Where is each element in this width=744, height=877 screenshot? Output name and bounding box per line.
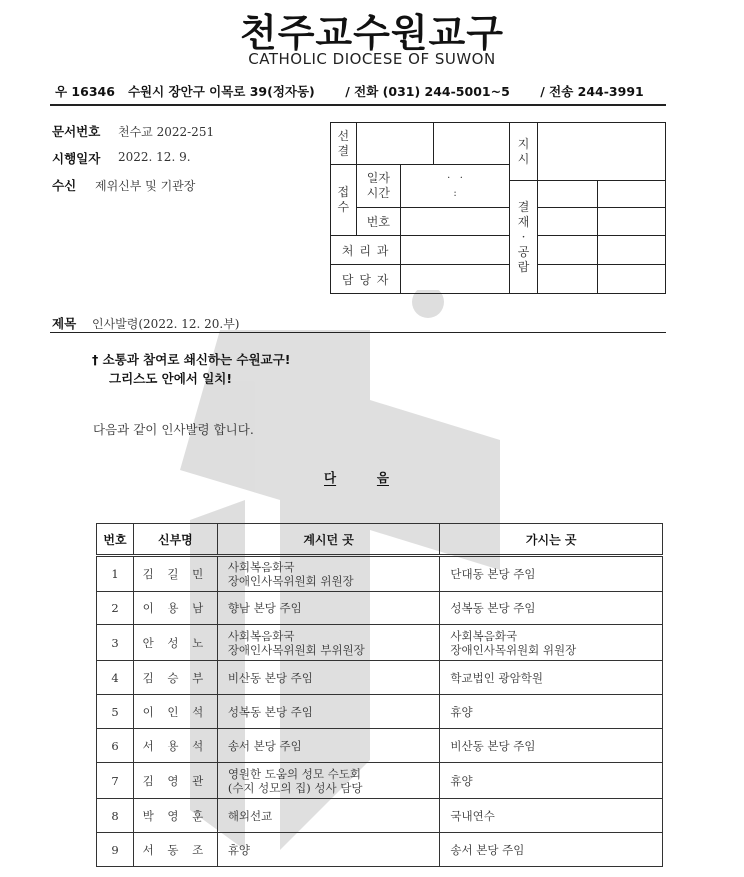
header-name: 신부명 [133,524,217,556]
cell-to [440,556,663,592]
cell-to-line-1: 국내연수 [450,808,495,823]
cell-to [440,695,663,729]
cell-name-line-1: 김 영 관 [142,773,209,788]
cell-from [217,556,440,592]
cell-name [133,592,217,625]
personnel-table [96,523,663,867]
diocese-title: 천주교수원교구 [240,11,504,55]
cell-no [97,661,134,695]
jeop-su-label: 접 수 [331,165,357,236]
damdangja-value [401,265,510,294]
address-line [55,82,644,100]
cell-no-line-1: 3 [111,635,119,650]
seon-gyeol-cell-2 [434,123,510,165]
cell-from-line-2: 장애인사목위원회 부위원장 [227,642,365,657]
cell-from [217,833,440,867]
cell-no-line-1: 8 [111,808,119,823]
cell-name-line-1: 이 인 석 [142,704,209,719]
cell-no-line-1: 2 [111,601,119,615]
cell-name [133,729,217,763]
beonho-value [401,208,510,236]
header-no: 번호 [97,524,134,556]
cell-to-line-2: 장애인사목위원회 위원장 [450,642,577,657]
jisi-cell [538,123,666,181]
postal-code: 우 16346 [55,84,115,99]
beonho-label: 번호 [356,208,401,236]
cell-no [97,729,134,763]
gyeoljae-cell-c [538,208,597,236]
subject-divider [50,332,666,333]
cell-to [440,592,663,625]
cell-no [97,695,134,729]
cell-name-line-1: 김 길 민 [142,567,209,581]
section-heading [324,468,389,486]
damdangja-label: 담 당 자 [331,265,401,294]
recipient-label: 수신 [52,178,77,193]
table-row [97,833,663,867]
header-divider [50,104,666,106]
cell-no [97,833,134,867]
table-row [97,695,663,729]
cell-from [217,695,440,729]
cell-from-line-2: (수지 성모의 집) 성사 담당 [227,780,363,795]
cell-no-line-1: 1 [111,567,119,581]
cell-name-line-1: 서 용 석 [142,738,209,753]
table-row [97,592,663,625]
cell-name [133,763,217,799]
date-label: 시행일자 [52,151,101,166]
cell-no-line-1: 9 [111,842,119,857]
cell-name [133,695,217,729]
jisi-label: 지 시 [509,123,537,181]
cell-from [217,799,440,833]
gyeoljae-cell-g [538,265,597,294]
cell-from-line-1: 성복동 본당 주임 [227,704,313,719]
cheori-gwa-label: 처 리 과 [331,236,401,265]
cell-name-line-1: 서 동 조 [142,842,209,857]
cell-from [217,763,440,799]
cell-to-line-1: 성복동 본당 주임 [450,601,536,615]
cell-no [97,763,134,799]
cell-from-line-1: 송서 본당 주임 [227,738,302,753]
cell-no [97,592,134,625]
cell-to [440,625,663,661]
gyeoljae-cell-b [597,181,665,208]
doc-no-label: 문서번호 [52,124,101,139]
cell-name [133,833,217,867]
fax: / 전송 244-3991 [540,84,644,99]
cell-name [133,556,217,592]
cell-no-line-1: 4 [111,670,119,685]
table-row [97,799,663,833]
gyeoljae-cell-a [538,181,597,208]
date-value: 2022. 12. 9. [118,150,191,164]
cell-from-line-1: 해외선교 [227,808,273,823]
cell-to-line-1: 휴양 [450,773,473,788]
cell-to [440,661,663,695]
cell-to [440,833,663,867]
heading-char-1: 다 [324,470,337,485]
cheori-gwa-value [401,236,510,265]
cell-to-line-1: 단대동 본당 주임 [450,567,536,581]
cell-no-line-1: 7 [111,773,119,788]
cell-to-line-1: 비산동 본당 주임 [450,738,536,753]
cell-name-line-1: 이 용 남 [142,601,209,615]
doc-no-value: 천수교 2022-251 [118,125,215,139]
cell-name [133,625,217,661]
cell-no [97,799,134,833]
table-row [97,729,663,763]
intro-text: 다음과 같이 인사발령 합니다. [93,422,254,437]
table-row [97,625,663,661]
cell-from-line-1: 영원한 도움의 성모 수도회 [227,766,361,781]
cell-name [133,799,217,833]
cell-no [97,556,134,592]
seon-gyeol-cell [356,123,434,165]
heading-char-2: 음 [376,470,389,485]
cell-from [217,592,440,625]
ilja-sigan-value: · · : [401,165,510,208]
cell-from-line-1: 사회복음화국 [227,628,295,643]
motto-line-2: 그리스도 안에서 일치! [109,371,233,386]
subject-text: 인사발령(2022. 12. 20.부) [92,317,240,331]
cell-from-line-1: 사회복음화국 [227,560,295,574]
cell-name [133,661,217,695]
recipient-value: 제위신부 및 기관장 [95,179,196,193]
gyeoljae-cell-h [597,265,665,294]
cell-name-line-1: 안 성 노 [142,635,209,650]
cell-to [440,763,663,799]
cell-to-line-1: 휴양 [450,704,473,719]
cell-from [217,661,440,695]
gyeoljae-cell-f [597,236,665,265]
phone: / 전화 (031) 244-5001~5 [345,84,510,99]
gyeoljae-cell-e [538,236,597,265]
cell-name-line-1: 김 승 부 [142,670,209,685]
cell-name-line-1: 박 영 훈 [142,808,209,823]
table-row [97,763,663,799]
gyeoljae-cell-d [597,208,665,236]
cell-to-line-1: 사회복음화국 [450,628,518,643]
subject-label: 제목 [52,316,77,331]
cell-to [440,799,663,833]
cell-no [97,625,134,661]
cell-from-line-1: 향남 본당 주임 [227,601,302,615]
motto-line-1: † 소통과 참여로 쇄신하는 수원교구! [92,352,291,367]
cell-to-line-1: 학교법인 광암학원 [450,670,543,685]
cell-from-line-1: 비산동 본당 주임 [227,670,313,685]
cell-no-line-1: 5 [111,704,119,719]
diocese-motto [92,350,290,388]
cell-from [217,625,440,661]
seon-gyeol-label: 선 결 [331,123,357,165]
approval-box [330,122,666,294]
gyeoljae-label: 결 재 · 공 람 [509,181,537,294]
header-from: 계시던 곳 [217,524,440,556]
diocese-subtitle: CATHOLIC DIOCESE OF SUWON [248,50,496,68]
ilja-sigan-label: 일자 시간 [356,165,401,208]
cell-to [440,729,663,763]
cell-to-line-1: 송서 본당 주임 [450,842,525,857]
table-row [97,661,663,695]
cell-no-line-1: 6 [111,738,119,753]
cell-from-line-1: 휴양 [227,842,251,857]
cell-from-line-2: 장애인사목위원회 위원장 [227,574,354,588]
cell-from [217,729,440,763]
header-to: 가시는 곳 [440,524,663,556]
address: 수원시 장안구 이목로 39(정자동) [127,84,315,99]
table-row [97,556,663,592]
